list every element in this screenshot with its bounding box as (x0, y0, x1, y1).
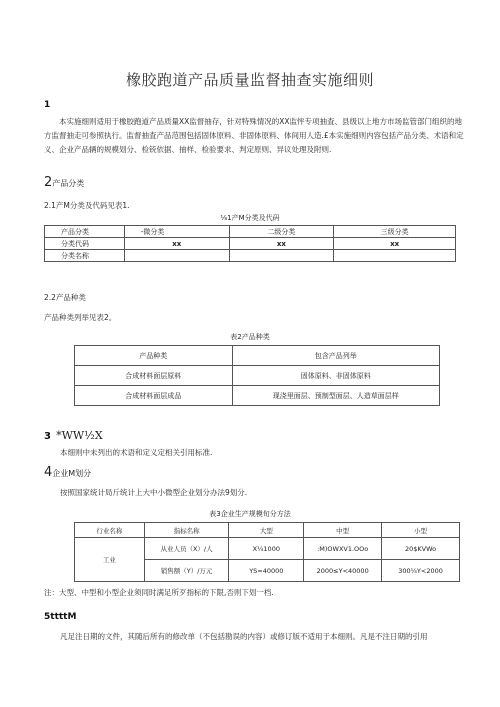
section-2-heading (44, 171, 84, 190)
table-cell: 二级分类 (229, 226, 334, 238)
subsection-2-1: 2.1产M分类及代码见表1. (44, 201, 130, 210)
table-cell: 分类名称 (45, 250, 125, 262)
subsection-2-2-text: 产品种类列举见表2。 (44, 313, 117, 322)
table-cell: -微分类 (124, 226, 229, 238)
table-row (45, 226, 456, 238)
section-3-title: *WW½X (56, 429, 103, 442)
table-3-enterprise-scale (74, 522, 460, 582)
document-title: 橡胶跑道产品质量监督抽查实施细则 (125, 71, 374, 89)
table-row (75, 386, 440, 406)
table-header-cell: 指标名称 (144, 523, 229, 538)
table-header-cell: 大型 (229, 523, 304, 538)
table-cell: xx (229, 238, 334, 250)
table-cell (334, 250, 456, 262)
section-1-paragraph: 本实施细则适用于橡胶跑道产品质量XX监督抽存，针对特殊情况的XX监怦专项抽査、县级以上地方市场监管部门组织的地方监督抽走可参照执行。监督抽査产品范围包括固体原料、非固体原料、体间用人造.£本实施细则内容包括产品分类、术语和定义、企业产品辆的规模划分、检铳依据、抽样、检验要求、判定原则、异议处理及附则. (44, 117, 464, 154)
section-2-title: 产品分类 (52, 179, 85, 188)
section-3-number: 3 (44, 431, 51, 442)
table-cell: 合成材料面层成品 (75, 386, 233, 406)
table-cell: xx (334, 238, 456, 250)
table-header-cell: 行业名称 (75, 523, 145, 538)
section-3-text: 本细则中未列出的术语和定义定相关引用标准. (60, 448, 213, 457)
section-2-number: 2 (44, 175, 53, 190)
table-cell: 合成材料面层原料 (75, 366, 233, 386)
table-row (75, 538, 460, 560)
table-row (75, 366, 440, 386)
table-cell: 分类代码 (45, 238, 125, 250)
table-cell: 20$KVWo (382, 538, 460, 560)
table-3-caption: 表3企业生产规模旬分方法 (209, 510, 291, 518)
table-1-caption: ⅛1产M分类及代码 (220, 214, 280, 222)
section-4-heading (44, 461, 91, 480)
table-cell: 三级分类 (334, 226, 456, 238)
table-1-product-classification (44, 225, 456, 262)
section-1-number: 1 (44, 100, 51, 110)
table-row (75, 346, 440, 366)
table-header-cell: 包含产品列举 (232, 346, 439, 366)
table-cell: 固体原料、非固体原料 (232, 366, 439, 386)
section-5-title: 5ttttM (44, 612, 77, 622)
table-cell: 销售额（Y）/万元 (144, 560, 229, 582)
table-header-cell: 产品种类 (75, 346, 233, 366)
table-3-note: 注：大型、中型和小型企业须同时满足所歹指标的下限,否则下划一档. (44, 588, 274, 597)
section-4-number: 4 (44, 465, 53, 480)
table-header-cell: 小型 (382, 523, 460, 538)
section-5-text: 凡足注日期的文件，其随后所有的修改单（不包括勘误的内容）或修订版不适用于本细则。凡是不注日期的引用 (60, 632, 428, 641)
table-cell: YS=40000 (229, 560, 304, 582)
table-2-product-types (74, 345, 440, 406)
table-cell: 从业人员（X）/人 (144, 538, 229, 560)
table-2-caption: 表2产品种类 (230, 333, 270, 341)
section-4-title: 企业M划分 (52, 469, 92, 478)
table-header-cell: 中型 (304, 523, 382, 538)
table-cell (229, 250, 334, 262)
table-row (45, 238, 456, 250)
table-cell: 2000≤Y<40000 (304, 560, 382, 582)
table-cell: :M)OWXV1.OOo (304, 538, 382, 560)
table-cell: xx (124, 238, 229, 250)
table-cell (124, 250, 229, 262)
table-cell: 300¼Y<2000 (382, 560, 460, 582)
subsection-2-2: 2.2产品种类 (44, 293, 86, 302)
table-cell: 产品分类 (45, 226, 125, 238)
table-cell: X¼1000 (229, 538, 304, 560)
table-row (75, 523, 460, 538)
table-cell: 现浇里面层、预制型面层、人造草面层样 (232, 386, 439, 406)
section-4-text: 按照国家统计局斤统计上大中小微型企业划分办法9划分. (60, 488, 248, 497)
section-3-heading (44, 424, 103, 443)
table-cell: 工业 (75, 538, 145, 582)
table-row (45, 250, 456, 262)
